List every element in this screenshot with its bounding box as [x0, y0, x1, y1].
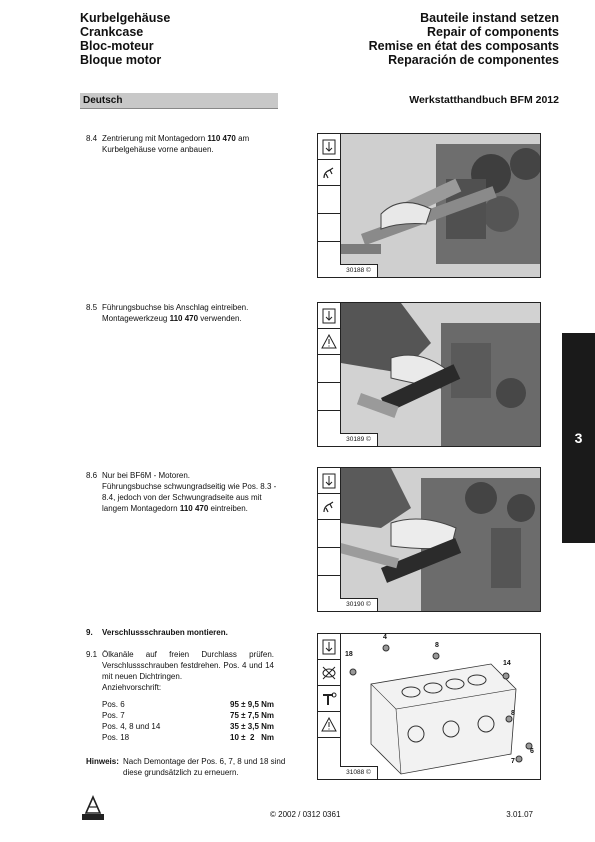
- empty-icon-cell: [318, 548, 340, 576]
- install-arrow-icon: [318, 303, 340, 329]
- step-text: Nur bei BF6M - Motoren. Führungsbuchse schwungradseitig wie Pos. 8.3 - 8.4, jedoch von der Schwungradseite aus mit langem Montagedorn 110 470 eintreiben.: [102, 471, 277, 513]
- copyright: © 2002 / 0312 0361: [270, 810, 341, 819]
- figure-number: 31088 ©: [340, 766, 378, 779]
- torque-row: Pos. 4, 8 und 14 35 ± 3,5 Nm: [102, 722, 274, 731]
- note-label: Hinweis:: [86, 757, 119, 766]
- step-number: 8.6: [86, 471, 98, 480]
- header-section-es: Reparación de componentes: [388, 53, 559, 67]
- step-heading-text: Verschlussschrauben montieren.: [102, 628, 228, 637]
- warning-icon: [318, 712, 340, 738]
- callout-label: 7: [511, 758, 515, 765]
- callout-label: 14: [503, 660, 511, 667]
- no-seal-icon: [318, 660, 340, 686]
- torque-wrench-icon: [318, 686, 340, 712]
- figure-icon-column: [318, 634, 341, 779]
- header-section-fr: Remise en état des composants: [368, 39, 559, 53]
- callout-label: 6: [530, 748, 534, 755]
- empty-icon-cell: [318, 738, 340, 765]
- install-arrow-icon: [318, 468, 340, 494]
- part-number: 110 470: [207, 134, 236, 143]
- step-8-5: [86, 302, 282, 324]
- callout-label: 8: [435, 642, 439, 649]
- manual-title: Werkstatthandbuch BFM 2012: [409, 94, 559, 106]
- install-arrow-icon: [318, 134, 340, 160]
- empty-icon-cell: [318, 186, 340, 214]
- figure-number: 30190 ©: [340, 598, 378, 611]
- step-number: 9.: [86, 628, 93, 637]
- language-bar: Deutsch: [80, 93, 278, 109]
- step-9-1: [86, 649, 274, 693]
- figure-number: 30188 ©: [340, 264, 378, 277]
- empty-icon-cell: [318, 383, 340, 411]
- header-title-es: Bloque motor: [80, 53, 162, 67]
- callout-label: 18: [345, 651, 353, 658]
- step-number: 8.5: [86, 303, 98, 312]
- empty-icon-cell: [318, 355, 340, 383]
- tool-hand-icon: [318, 160, 340, 186]
- figure-icon-column: [318, 303, 341, 446]
- note-text: Nach Demontage der Pos. 6, 7, 8 und 18 sind diese grundsätzlich zu erneuern.: [123, 757, 286, 777]
- photo-crankcase-mandrel: [341, 134, 540, 277]
- torque-row: Pos. 7 75 ± 7,5 Nm: [102, 711, 274, 720]
- step-text: Führungsbuchse bis Anschlag eintreiben. Montagewerkzeug 110 470 verwenden.: [102, 303, 249, 323]
- exploded-crankcase-drawing: [341, 634, 540, 779]
- figure-30188: [317, 133, 541, 278]
- spec-label: Anziehvorschrift:: [102, 683, 162, 692]
- step-9-heading: [86, 627, 282, 638]
- header-title-de: Kurbelgehäuse: [80, 11, 171, 25]
- warning-icon: [318, 329, 340, 355]
- header-section-de: Bauteile instand setzen: [420, 11, 559, 25]
- section-tab-number: 3: [574, 430, 583, 446]
- callout-label: 8: [511, 710, 515, 717]
- figure-30189: [317, 302, 541, 447]
- empty-icon-cell: [318, 214, 340, 242]
- empty-icon-cell: [318, 520, 340, 548]
- photo-flywheel-side: [341, 468, 540, 611]
- photo-bushing-drive: [341, 303, 540, 446]
- torque-row: Pos. 18 10 ± 2 Nm: [102, 733, 274, 742]
- step-text: Ölkanäle auf freien Durchlass prüfen. Verschlussschrauben festdrehen. Pos. 4 und 14 mit neuen Dichtringen.: [102, 650, 274, 681]
- figure-number: 30189 ©: [340, 433, 378, 446]
- part-number: 110 470: [179, 504, 209, 513]
- step-number: 8.4: [86, 134, 98, 143]
- torque-row: Pos. 6 95 ± 9,5 Nm: [102, 700, 274, 709]
- figure-icon-column: [318, 134, 341, 277]
- header-title-block: [80, 11, 170, 67]
- step-number: 9.1: [86, 650, 98, 659]
- header-title-en: Crankcase: [80, 25, 144, 39]
- figure-31088: [317, 633, 541, 780]
- step-text: Zentrierung mit Montagedorn 110 470 am Kurbelgehäuse vorne anbauen.: [102, 134, 250, 154]
- deutz-logo: [80, 795, 106, 821]
- callout-label: 4: [383, 634, 387, 641]
- figure-30190: [317, 467, 541, 612]
- part-number: 110 470: [169, 314, 199, 323]
- page-number: 3.01.07: [506, 810, 533, 819]
- step-8-6: [86, 470, 282, 514]
- install-arrow-icon: [318, 634, 340, 660]
- header-section-block: [369, 11, 559, 67]
- figure-icon-column: [318, 468, 341, 611]
- tool-hand-icon: [318, 494, 340, 520]
- header-title-fr: Bloc-moteur: [80, 39, 154, 53]
- step-8-4: [86, 133, 282, 155]
- header-section-en: Repair of components: [427, 25, 559, 39]
- torque-table: [102, 699, 274, 743]
- note: [86, 756, 286, 778]
